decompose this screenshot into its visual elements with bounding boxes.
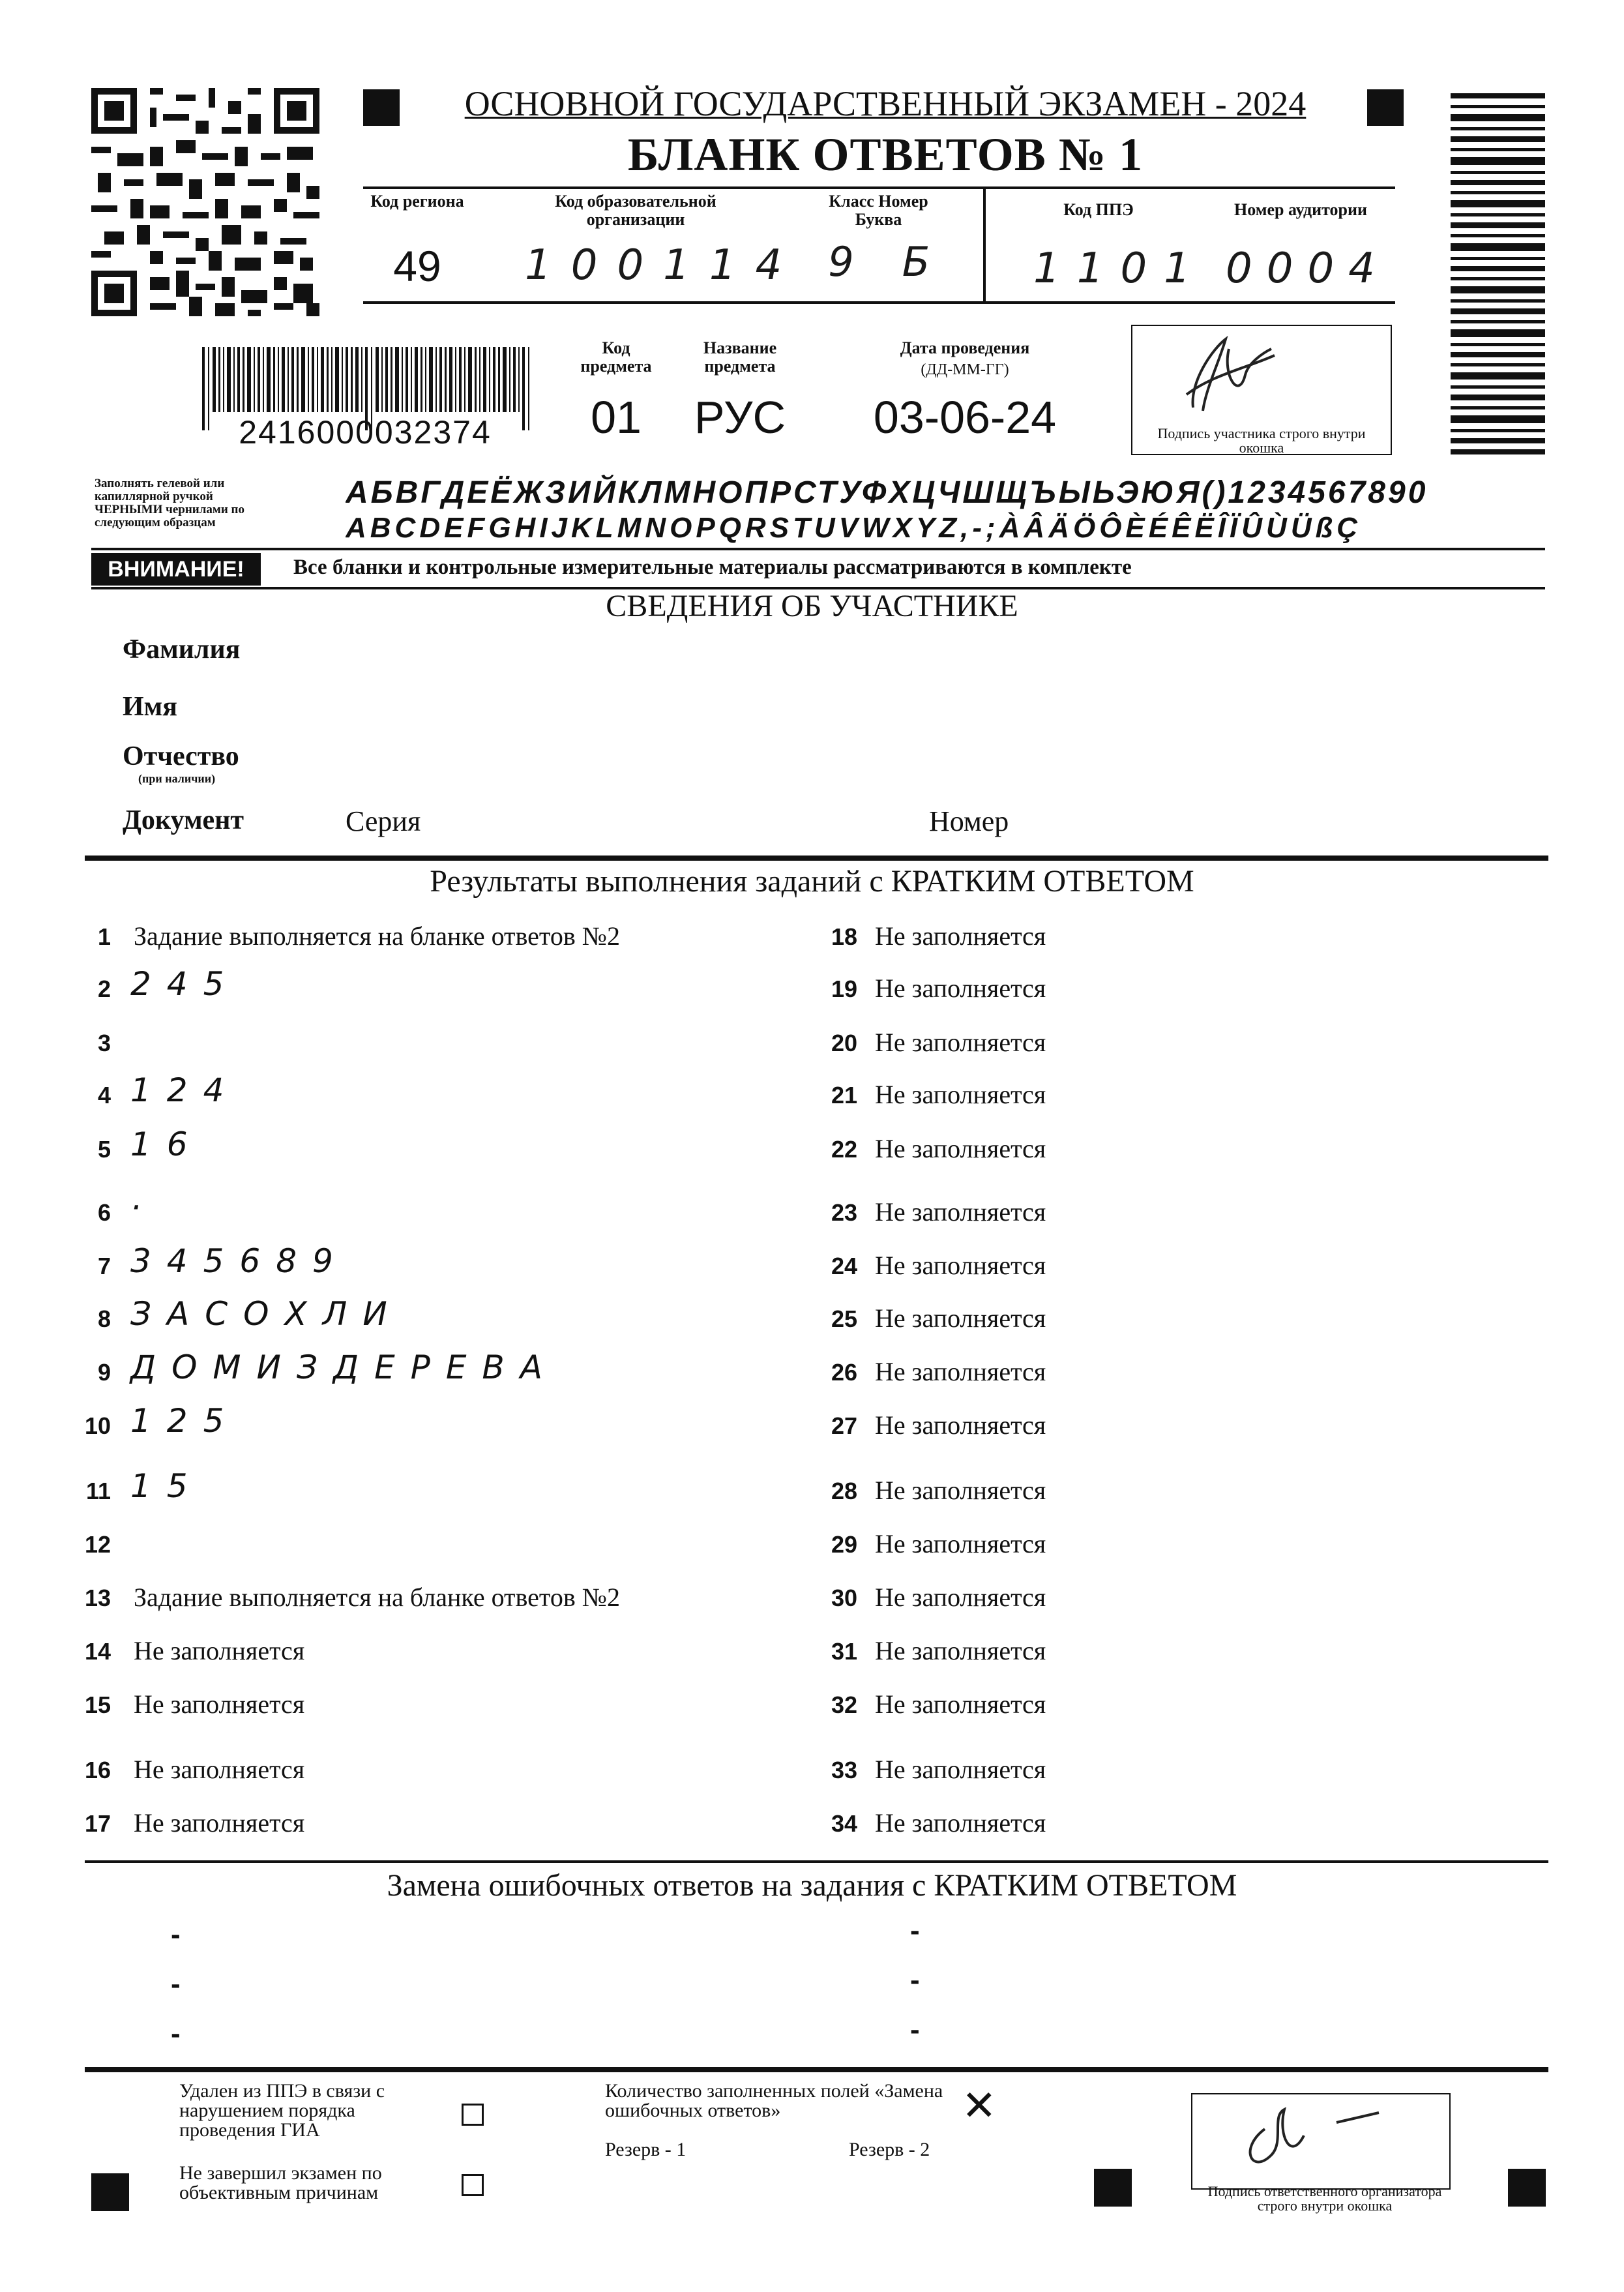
result-number: 29	[831, 1531, 857, 1558]
region-value: 49	[393, 242, 441, 290]
result-number: 1	[97, 923, 111, 950]
result-number: 11	[85, 1478, 111, 1504]
result-number: 3	[97, 1030, 111, 1056]
result-printed-text: Не заполняется	[875, 1808, 1046, 1838]
date-label: Дата проведения	[900, 338, 1030, 357]
replacement-section-title: Замена ошибочных ответов на задания с КРАТКИМ ОТВЕТОМ	[387, 1868, 1237, 1903]
series-label: Серия	[346, 805, 421, 837]
result-answer-field[interactable]: 15	[130, 1467, 203, 1505]
replacement-dash-right-3[interactable]: -	[910, 2014, 920, 2046]
attention-top-line	[91, 548, 1545, 550]
replacement-dash-left-1[interactable]: -	[171, 1918, 181, 1950]
result-answer-field[interactable]: 124	[130, 1071, 240, 1109]
replacement-count-mark[interactable]: ✕	[962, 2082, 997, 2129]
codes-top-line	[363, 186, 1395, 189]
replacement-dash-left-2[interactable]: -	[171, 1968, 181, 2000]
result-number: 17	[84, 1810, 111, 1837]
sample-row-1: АБВГДЕЁЖЗИЙКЛМНОПРСТУФХЦЧШЩЪЫЬЭЮЯ()1234567890	[346, 475, 1428, 510]
surname-label: Фамилия	[123, 634, 241, 664]
reserve-2-label: Резерв - 2	[849, 2139, 930, 2160]
results-bottom-line	[85, 1860, 1548, 1863]
result-printed-text: Не заполняется	[875, 1080, 1046, 1109]
result-printed-text: Не заполняется	[134, 1755, 305, 1784]
result-number: 13	[84, 1585, 111, 1611]
number-label: Номер	[929, 805, 1009, 837]
name-label: Имя	[123, 692, 177, 722]
form-title: БЛАНК ОТВЕТОВ № 1	[627, 128, 1144, 181]
not-finished-label: Не завершил экзамен по объективным причинам	[179, 2162, 382, 2203]
result-number: 18	[831, 923, 857, 950]
results-top-line	[85, 856, 1548, 861]
replacement-count-label: Количество заполненных полей «Замена ошибочных ответов»	[605, 2080, 943, 2121]
result-printed-text: Не заполняется	[875, 1251, 1046, 1280]
participant-signature-caption: Подпись участника строго внутри окошка	[1157, 425, 1366, 456]
org-value: 100114	[525, 241, 802, 290]
date-value: 03-06-24	[873, 392, 1057, 443]
removed-checkbox[interactable]	[462, 2104, 484, 2126]
class-label: Класс Номер Буква	[829, 192, 928, 229]
qr-code	[91, 88, 319, 316]
codes-bottom-line	[363, 301, 1395, 304]
result-number: 32	[831, 1691, 857, 1718]
exam-title: ОСНОВНОЙ ГОСУДАРСТВЕННЫЙ ЭКЗАМЕН - 2024	[464, 84, 1307, 123]
region-label: Код региона	[370, 192, 464, 211]
result-number: 2	[97, 975, 111, 1002]
subject-name-label: Название предмета	[703, 338, 777, 376]
result-answer-field[interactable]: 16	[130, 1125, 203, 1163]
result-printed-text: Не заполняется	[875, 1410, 1046, 1440]
result-number: 34	[831, 1810, 857, 1837]
results-section-title: Результаты выполнения заданий с КРАТКИМ ОТВЕТОМ	[430, 864, 1194, 899]
replacement-dash-right-1[interactable]: -	[910, 1914, 920, 1946]
replacement-dash-left-3[interactable]: -	[171, 2017, 181, 2049]
result-printed-text: Не заполняется	[875, 1583, 1046, 1612]
marker-square-bottom-mid	[1094, 2169, 1132, 2207]
result-printed-text: Не заполняется	[875, 1689, 1046, 1719]
document-label: Документ	[123, 805, 244, 835]
result-number: 25	[831, 1305, 857, 1332]
result-printed-text: Не заполняется	[875, 974, 1046, 1003]
result-answer-field[interactable]: 345689	[130, 1242, 349, 1280]
result-answer-field[interactable]: 245	[130, 965, 240, 1003]
result-number: 4	[97, 1082, 111, 1109]
result-number: 28	[831, 1478, 857, 1504]
result-printed-text: Не заполняется	[134, 1689, 305, 1719]
barcode-number: 2416000032374	[239, 414, 492, 451]
ppe-value: 1101	[1033, 245, 1207, 293]
result-number: 7	[97, 1253, 111, 1279]
subject-code-label: Код предмета	[580, 338, 652, 376]
result-printed-text: Не заполняется	[875, 921, 1046, 951]
organizer-signature-caption: Подпись ответственного организатора строго внутри окошка	[1207, 2183, 1442, 2214]
marker-square-bottom-right	[1508, 2169, 1546, 2207]
result-printed-text: Не заполняется	[875, 1529, 1046, 1558]
codes-divider	[983, 186, 986, 304]
result-answer-field[interactable]: ДОМИЗДЕРЕВА	[130, 1348, 558, 1386]
result-printed-text: Задание выполняется на бланке ответов №2	[134, 921, 620, 951]
side-stripe-barcode	[1451, 93, 1545, 458]
marker-square-bottom-left	[91, 2173, 129, 2211]
organizer-signature	[1226, 2096, 1395, 2175]
result-printed-text: Не заполняется	[875, 1028, 1046, 1057]
result-printed-text: Не заполняется	[875, 1303, 1046, 1333]
subject-code-value: 01	[591, 392, 642, 443]
patronymic-note: (при наличии)	[138, 772, 216, 785]
result-number: 23	[831, 1199, 857, 1226]
result-number: 15	[84, 1691, 111, 1718]
org-label: Код образовательной организации	[555, 192, 716, 229]
result-number: 21	[831, 1082, 857, 1109]
replacement-dash-right-2[interactable]: -	[910, 1964, 920, 1996]
attention-badge: ВНИМАНИЕ!	[91, 553, 261, 586]
sample-instructions: Заполнять гелевой или капиллярной ручкой ЧЕРНЫМИ чернилами по следующим образцам	[95, 477, 244, 529]
result-number: 6	[97, 1199, 111, 1226]
class-number-value: 9	[828, 238, 854, 286]
attention-text: Все бланки и контрольные измерительные материалы рассматриваются в комплекте	[293, 556, 1132, 579]
result-number: 31	[831, 1638, 857, 1665]
removed-label: Удален из ППЭ в связи с нарушением порядка проведения ГИА	[179, 2080, 385, 2141]
ppe-label: Код ППЭ	[1063, 200, 1134, 219]
result-number: 27	[831, 1412, 857, 1439]
result-number: 8	[97, 1305, 111, 1332]
result-number: 26	[831, 1359, 857, 1386]
result-printed-text: Задание выполняется на бланке ответов №2	[134, 1583, 620, 1612]
result-printed-text: Не заполняется	[875, 1636, 1046, 1665]
result-number: 20	[831, 1030, 857, 1056]
subject-name-value: РУС	[694, 392, 786, 443]
result-number: 33	[831, 1757, 857, 1783]
participant-section-title: СВЕДЕНИЯ ОБ УЧАСТНИКЕ	[606, 589, 1018, 623]
not-finished-checkbox[interactable]	[462, 2174, 484, 2196]
result-answer-field[interactable]: 125	[130, 1402, 240, 1440]
result-number: 30	[831, 1585, 857, 1611]
result-number: 24	[831, 1253, 857, 1279]
result-answer-field[interactable]: ЗАСОХЛИ	[130, 1295, 403, 1333]
sample-row-2: ABCDEFGHIJKLMNOPQRSTUVWXYZ,-;ÀÂÄÖÔÈÉÊËÎÏÛÙÜßÇ	[346, 512, 1362, 544]
result-printed-text: Не заполняется	[875, 1197, 1046, 1227]
result-number: 22	[831, 1136, 857, 1163]
result-printed-text: Не заполняется	[134, 1636, 305, 1665]
result-number: 10	[84, 1412, 111, 1439]
result-printed-text: Не заполняется	[134, 1808, 305, 1838]
result-number: 16	[84, 1757, 111, 1783]
marker-square-top-right	[1367, 89, 1404, 126]
result-number: 14	[84, 1638, 111, 1665]
marker-square-top-left	[363, 89, 400, 126]
result-answer-field[interactable]: ·	[130, 1189, 156, 1227]
participant-signature	[1167, 329, 1284, 421]
date-format: (ДД-ММ-ГГ)	[921, 361, 1009, 378]
result-printed-text: Не заполняется	[875, 1476, 1046, 1505]
class-letter-value: Б	[902, 238, 930, 286]
room-value: 0004	[1226, 245, 1389, 293]
room-label: Номер аудитории	[1234, 200, 1367, 219]
result-number: 5	[97, 1136, 111, 1163]
result-printed-text: Не заполняется	[875, 1755, 1046, 1784]
result-number: 19	[831, 975, 857, 1002]
reserve-1-label: Резерв - 1	[605, 2139, 687, 2160]
patronymic-label: Отчество	[123, 741, 239, 771]
result-number: 12	[84, 1531, 111, 1558]
result-printed-text: Не заполняется	[875, 1357, 1046, 1386]
footer-top-line	[85, 2067, 1548, 2072]
result-number: 9	[97, 1359, 111, 1386]
result-printed-text: Не заполняется	[875, 1134, 1046, 1163]
